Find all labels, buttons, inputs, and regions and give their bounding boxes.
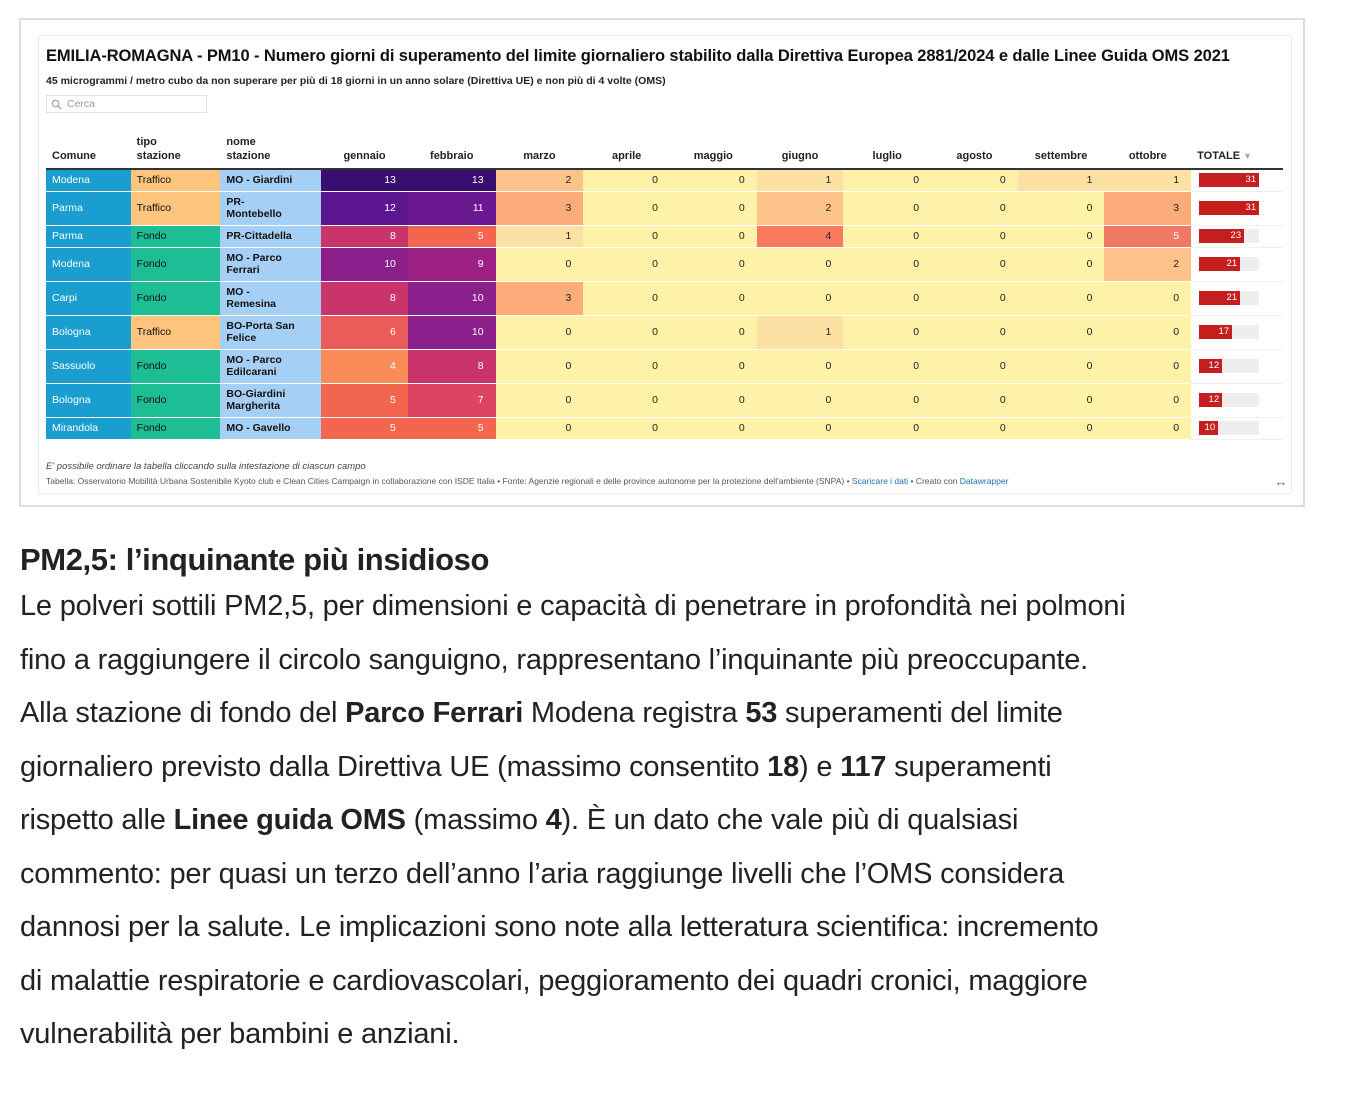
cell-month-value: 8: [321, 225, 408, 247]
body-text: di malattie respiratorie e cardiovascolari, peggioramento dei quadri cronici, maggiore: [20, 964, 1088, 997]
station-name-line1: MO - Parco: [226, 354, 282, 366]
cell-month-value: 4: [321, 349, 408, 383]
body-text: giornaliero previsto dalla Direttiva UE (massimo consentito: [20, 750, 768, 783]
total-bar: 21: [1199, 257, 1240, 271]
cell-month-value: 2: [757, 191, 844, 225]
cell-month-value: 0: [1018, 247, 1105, 281]
cell-month-value: 0: [843, 225, 931, 247]
total-bar-track: [1199, 173, 1259, 187]
body-text: Modena registra: [523, 697, 746, 729]
cell-nome-stazione: [220, 315, 321, 349]
cell-month-value: 0: [931, 383, 1018, 417]
paragraph-line: [20, 634, 1320, 688]
cell-month-value: 0: [757, 247, 844, 281]
header-comune-label: Comune: [52, 150, 96, 162]
cell-month-value: 0: [1018, 191, 1105, 225]
cell-month-value: 0: [843, 247, 931, 281]
cell-month-value: 1: [757, 169, 844, 191]
cell-month-value: 12: [321, 191, 408, 225]
paragraph-line: [20, 848, 1320, 902]
cell-month-value: 0: [931, 417, 1018, 439]
cell-month-value: 0: [931, 225, 1018, 247]
cell-nome-stazione: [220, 247, 321, 281]
station-name-line1: MO - Parco: [226, 252, 282, 264]
header-month[interactable]: giugno: [757, 133, 844, 169]
body-text: superamenti del limite: [777, 697, 1063, 729]
table-row: [46, 281, 1283, 315]
total-bar-track: [1199, 359, 1259, 373]
cell-comune: Parma: [46, 225, 131, 247]
cell-month-value: 0: [583, 383, 670, 417]
cell-totale: [1191, 225, 1283, 247]
cell-tipo-stazione: Fondo: [131, 281, 221, 315]
cell-month-value: 0: [1104, 315, 1191, 349]
table-body: [46, 169, 1283, 439]
cell-month-value: 0: [496, 417, 584, 439]
cell-tipo-stazione: Traffico: [131, 191, 221, 225]
cell-month-value: 3: [496, 281, 584, 315]
data-table: [46, 133, 1283, 440]
cell-month-value: 0: [843, 417, 931, 439]
cell-month-value: 6: [321, 315, 408, 349]
cell-month-value: 13: [321, 169, 408, 191]
cell-month-value: 0: [496, 247, 584, 281]
cell-month-value: 1: [1018, 169, 1105, 191]
download-data-link[interactable]: Scaricare i dati: [851, 476, 909, 486]
cell-month-value: 9: [408, 247, 496, 281]
cell-comune: Modena: [46, 169, 131, 191]
total-bar: 31: [1199, 173, 1259, 187]
paragraph-line: [20, 901, 1320, 955]
body-text: (massimo: [405, 804, 546, 836]
table-row: [46, 315, 1283, 349]
header-tipo-line1: tipo: [136, 136, 157, 148]
cell-totale: [1191, 169, 1283, 191]
header-month[interactable]: settembre: [1018, 133, 1105, 169]
cell-comune: Sassuolo: [46, 349, 131, 383]
paragraph-line: [20, 687, 1320, 741]
table-row: [46, 417, 1283, 439]
header-nome-line1: nome: [226, 136, 256, 148]
table-row: [46, 247, 1283, 281]
header-month[interactable]: luglio: [843, 133, 931, 169]
cell-month-value: 0: [670, 169, 757, 191]
cell-totale: [1191, 247, 1283, 281]
cell-nome-stazione: [220, 349, 321, 383]
body-text: superamenti: [886, 750, 1052, 783]
cell-tipo-stazione: Fondo: [131, 247, 221, 281]
search-icon: [51, 99, 62, 110]
cell-month-value: 2: [1104, 247, 1191, 281]
cell-month-value: 1: [757, 315, 844, 349]
header-month[interactable]: marzo: [496, 133, 584, 169]
header-tipo-stazione[interactable]: [131, 133, 221, 169]
cell-month-value: 0: [496, 383, 584, 417]
header-month[interactable]: ottobre: [1104, 133, 1191, 169]
cell-month-value: 5: [321, 383, 408, 417]
cell-totale: [1191, 281, 1283, 315]
header-month[interactable]: agosto: [931, 133, 1018, 169]
table-row: [46, 225, 1283, 247]
header-month[interactable]: gennaio: [321, 133, 408, 169]
cell-month-value: 3: [496, 191, 584, 225]
cell-month-value: 0: [1018, 417, 1105, 439]
header-month[interactable]: maggio: [670, 133, 757, 169]
cell-month-value: 0: [1104, 383, 1191, 417]
cell-month-value: 0: [670, 383, 757, 417]
cell-month-value: 1: [1104, 169, 1191, 191]
cell-month-value: 0: [583, 349, 670, 383]
cell-month-value: 7: [408, 383, 496, 417]
cell-nome-stazione: [220, 417, 321, 439]
cell-month-value: 0: [931, 191, 1018, 225]
station-name-line1: MO -: [226, 286, 250, 298]
station-name-line1: MO - Gavello: [226, 422, 291, 434]
header-nome-stazione[interactable]: [220, 133, 321, 169]
table-row: [46, 169, 1283, 191]
cell-month-value: 10: [321, 247, 408, 281]
cell-month-value: 0: [583, 225, 670, 247]
cell-month-value: 0: [583, 191, 670, 225]
station-name-line2: Ferrari: [226, 264, 260, 276]
cell-month-value: 0: [583, 169, 670, 191]
body-text: commento: per quasi un terzo dell’anno l’aria raggiunge livelli che l’OMS considera: [20, 857, 1065, 890]
cell-month-value: 0: [843, 169, 931, 191]
cell-month-value: 0: [1104, 349, 1191, 383]
paragraph-line: [20, 794, 1320, 848]
expand-icon[interactable]: ↔: [1274, 473, 1288, 489]
cell-tipo-stazione: Fondo: [131, 383, 221, 417]
cell-tipo-stazione: Traffico: [131, 169, 221, 191]
total-bar: 23: [1199, 229, 1244, 243]
station-name-line2: Montebello: [226, 208, 282, 220]
footer-created-with: • Creato con: [908, 476, 960, 486]
cell-month-value: 0: [670, 225, 757, 247]
total-bar: 31: [1199, 201, 1259, 215]
cell-month-value: 5: [1104, 225, 1191, 247]
cell-month-value: 0: [583, 417, 670, 439]
cell-month-value: 0: [1104, 417, 1191, 439]
cell-month-value: 0: [1104, 281, 1191, 315]
cell-month-value: 0: [931, 281, 1018, 315]
total-bar: 12: [1199, 359, 1222, 373]
cell-month-value: 0: [496, 349, 584, 383]
emphasis-text: 117: [840, 750, 887, 783]
total-bar: 21: [1199, 291, 1240, 305]
cell-month-value: 3: [1104, 191, 1191, 225]
station-name-line1: BO-Porta San: [226, 320, 295, 332]
header-month[interactable]: febbraio: [408, 133, 496, 169]
cell-month-value: 0: [670, 281, 757, 315]
footer-source-text: Tabella: Osservatorio Mobilità Urbana Sostenibile Kyoto club e Clean Cities Campaign in collaborazione con ISDE Italia • Fonte: Agenzie regionali e delle province autonome per la protezione dell'ambiente (SNPA) •: [46, 476, 852, 486]
article-section: [20, 540, 1320, 1062]
table-row: [46, 349, 1283, 383]
cell-comune: Carpi: [46, 281, 131, 315]
cell-month-value: 0: [931, 315, 1018, 349]
cell-month-value: 0: [583, 247, 670, 281]
cell-month-value: 0: [583, 315, 670, 349]
station-name-line1: PR-Cittadella: [226, 230, 292, 242]
cell-month-value: 0: [843, 383, 931, 417]
cell-month-value: 0: [931, 169, 1018, 191]
cell-comune: Bologna: [46, 383, 131, 417]
total-bar-track: [1199, 229, 1259, 243]
body-text: ). È un dato che vale più di qualsiasi: [561, 804, 1019, 836]
cell-month-value: 1: [496, 225, 584, 247]
cell-month-value: 0: [931, 247, 1018, 281]
body-text: Le polveri sottili PM2,5, per dimensioni e capacità di penetrare in profondità nei polmoni: [20, 590, 1126, 622]
cell-month-value: 0: [1018, 315, 1105, 349]
datawrapper-table-widget: [38, 35, 1292, 494]
table-title: EMILIA-ROMAGNA - PM10 - Numero giorni di superamento del limite giornaliero stabilito dalla Direttiva Europea 2881/2024 e dalle Linee Guida OMS 2021: [46, 47, 1230, 65]
cell-month-value: 0: [670, 349, 757, 383]
cell-month-value: 8: [408, 349, 496, 383]
body-text: Alla stazione di fondo del: [20, 697, 346, 729]
emphasis-text: Parco Ferrari: [345, 697, 524, 729]
cell-month-value: 0: [1018, 281, 1105, 315]
paragraph-line: [20, 955, 1320, 1009]
cell-month-value: 0: [1018, 225, 1105, 247]
table-subtitle: 45 microgrammi / metro cubo da non superare per più di 18 giorni in un anno solare (Direttiva UE) e non più di 4 volte (OMS): [46, 75, 666, 87]
cell-month-value: 0: [670, 247, 757, 281]
cell-month-value: 0: [843, 281, 931, 315]
paragraph-line: [20, 1008, 1320, 1062]
sort-arrow-icon: ▼: [1243, 151, 1253, 161]
paragraph-line: [20, 580, 1320, 634]
station-name-line1: MO - Giardini: [226, 174, 293, 187]
body-text: vulnerabilità per bambini e anziani.: [20, 1018, 460, 1050]
cell-nome-stazione: [220, 169, 321, 191]
cell-totale: [1191, 315, 1283, 349]
emphasis-text: 18: [767, 750, 799, 783]
station-name-line1: PR-: [226, 196, 245, 208]
header-tipo-line2: stazione: [136, 150, 181, 162]
cell-comune: Bologna: [46, 315, 131, 349]
paragraph-line: [20, 741, 1320, 795]
cell-month-value: 8: [321, 281, 408, 315]
station-name-line2: Felice: [226, 332, 257, 344]
cell-month-value: 0: [757, 281, 844, 315]
total-bar-track: [1199, 291, 1259, 305]
cell-comune: Modena: [46, 247, 131, 281]
cell-month-value: 4: [757, 225, 844, 247]
cell-month-value: 0: [1018, 349, 1105, 383]
total-bar-track: [1199, 325, 1259, 339]
datawrapper-link[interactable]: Datawrapper: [959, 476, 1009, 486]
cell-nome-stazione: [220, 191, 321, 225]
header-totale-label: TOTALE: [1197, 150, 1241, 162]
section-heading: PM2,5: l’inquinante più insidioso: [20, 542, 490, 577]
article-paragraph: [20, 580, 1320, 1062]
cell-month-value: 0: [757, 417, 844, 439]
cell-tipo-stazione: Fondo: [131, 225, 221, 247]
cell-tipo-stazione: Traffico: [131, 315, 221, 349]
cell-month-value: 0: [757, 349, 844, 383]
cell-totale: [1191, 349, 1283, 383]
cell-month-value: 10: [408, 281, 496, 315]
cell-month-value: 13: [408, 169, 496, 191]
cell-month-value: 0: [670, 417, 757, 439]
cell-nome-stazione: [220, 383, 321, 417]
cell-month-value: 0: [931, 349, 1018, 383]
body-text: rispetto alle: [20, 804, 174, 836]
cell-month-value: 0: [843, 191, 931, 225]
cell-month-value: 0: [670, 315, 757, 349]
body-text: dannosi per la salute. Le implicazioni sono note alla letteratura scientifica: incremento: [20, 911, 1099, 943]
datawrapper-embed: [19, 18, 1305, 507]
cell-totale: [1191, 417, 1283, 439]
body-text: ) e: [799, 750, 841, 783]
cell-totale: [1191, 383, 1283, 417]
total-bar: 12: [1199, 393, 1222, 407]
search-box[interactable]: [46, 95, 207, 113]
emphasis-text: 53: [745, 697, 778, 729]
total-bar-track: [1199, 421, 1259, 435]
cell-nome-stazione: [220, 225, 321, 247]
total-bar: 17: [1199, 325, 1232, 339]
header-month[interactable]: aprile: [583, 133, 670, 169]
cell-comune: Parma: [46, 191, 131, 225]
emphasis-text: 4: [545, 804, 562, 836]
cell-month-value: 0: [670, 191, 757, 225]
body-text: fino a raggiungere il circolo sanguigno, rappresentano l’inquinante più preoccupante.: [20, 643, 1089, 676]
cell-month-value: 0: [757, 383, 844, 417]
table-row: [46, 383, 1283, 417]
cell-month-value: 2: [496, 169, 584, 191]
total-bar-track: [1199, 257, 1259, 271]
total-bar-track: [1199, 393, 1259, 407]
cell-totale: [1191, 191, 1283, 225]
sort-note: E' possibile ordinare la tabella cliccando sulla intestazione di ciascun campo: [46, 461, 366, 472]
total-bar-track: [1199, 201, 1259, 215]
station-name-line2: Remesina: [226, 298, 276, 310]
cell-month-value: 5: [408, 417, 496, 439]
cell-nome-stazione: [220, 281, 321, 315]
cell-month-value: 10: [408, 315, 496, 349]
station-name-line2: Edilcarani: [226, 366, 277, 378]
station-name-line1: BO-Giardini: [226, 388, 286, 400]
cell-month-value: 11: [408, 191, 496, 225]
cell-month-value: 0: [843, 315, 931, 349]
cell-month-value: 0: [843, 349, 931, 383]
source-footer: [46, 476, 1008, 486]
header-nome-line2: stazione: [226, 150, 271, 162]
cell-month-value: 0: [1018, 383, 1105, 417]
cell-month-value: 5: [321, 417, 408, 439]
cell-tipo-stazione: Fondo: [131, 349, 221, 383]
emphasis-text: Linee guida OMS: [173, 804, 406, 836]
cell-month-value: 5: [408, 225, 496, 247]
cell-month-value: 0: [496, 315, 584, 349]
header-comune[interactable]: [46, 133, 131, 169]
header-totale[interactable]: [1191, 133, 1283, 169]
total-bar: 10: [1199, 421, 1218, 435]
table-row: [46, 191, 1283, 225]
cell-tipo-stazione: Fondo: [131, 417, 221, 439]
cell-month-value: 0: [583, 281, 670, 315]
station-name-line2: Margherita: [226, 400, 281, 412]
cell-comune: Mirandola: [46, 417, 131, 439]
search-input[interactable]: [67, 98, 197, 110]
